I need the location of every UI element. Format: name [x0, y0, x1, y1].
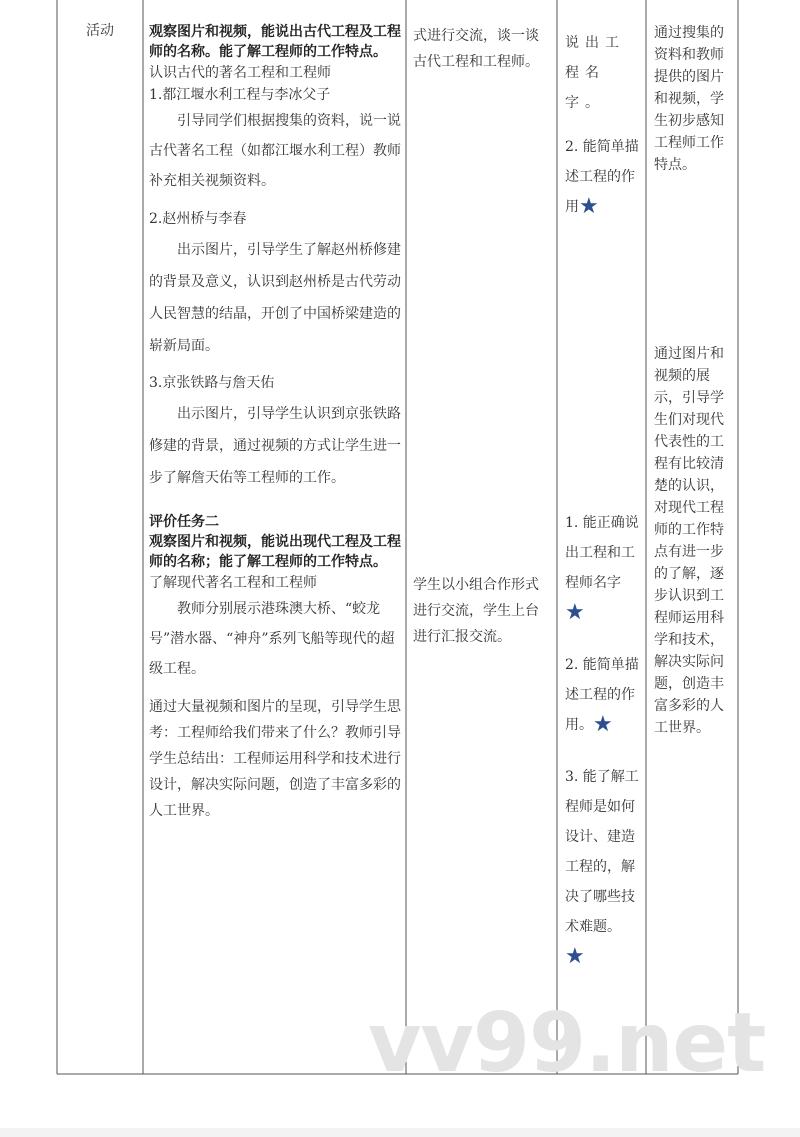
criteria-b3: 3. 能了解工程师是如何设计、建造工程的，解决了哪些技术难题。: [565, 769, 639, 935]
star-icon: ★: [565, 600, 585, 625]
watermark: vv99.net: [368, 996, 766, 1091]
section-3-body: 出示图片，引导学生认识到京张铁路修建的背景，通过视频的方式让学生进一步了解詹天佑等工程师的工作。: [149, 406, 401, 486]
criteria-a1: 说出工程名字。: [565, 35, 625, 111]
criteria-b2: 2. 能简单描述工程的作用。: [565, 657, 639, 733]
section-2-body: 出示图片，引导学生了解赵州桥修建的背景及意义，认识到赵州桥是古代劳动人民智慧的结晶，开创了中国桥梁建造的崭新局面。: [149, 242, 401, 354]
modern-projects-body: 教师分别展示港珠澳大桥、“蛟龙号”潜水器、“神舟”系列飞船等现代的超级工程。: [149, 601, 395, 677]
intro-modern: 了解现代著名工程和工程师: [149, 575, 317, 591]
summary-body: 通过大量视频和图片的呈现，引导学生思考：工程师给我们带来了什么？教师引导学生总结出：工程师运用科学和技术进行设计，解决实际问题，创造了丰富多彩的人工世界。: [149, 699, 401, 819]
section-1-body: 引导同学们根据搜集的资料，说一说古代著名工程（如都江堰水利工程）教师补充相关视频资料。: [149, 113, 401, 189]
objective-heading-1: 观察图片和视频，能说出古代工程及工程师的名称。能了解工程师的工作特点。: [149, 24, 401, 60]
star-icon: ★: [579, 194, 599, 219]
page-bottom-strip: [0, 1128, 800, 1137]
design-intent-ancient: 通过搜集的资料和教师提供的图片和视频，学生初步感知工程师工作特点。: [654, 25, 724, 173]
task-2-title: 评价任务二: [149, 514, 219, 530]
criteria-b1: 1. 能正确说出工程和工程师名字: [565, 515, 639, 591]
star-icon: ★: [593, 712, 613, 737]
intro-ancient: 认识古代的著名工程和工程师: [149, 65, 331, 81]
design-intent: [654, 22, 732, 739]
activity-label: 活动: [86, 23, 114, 39]
criteria-a2: 2. 能简单描述工程的作用: [565, 139, 639, 215]
student-activity: [413, 23, 551, 650]
section-3-title: 3.京张铁路与詹天佑: [149, 375, 275, 391]
objective-heading-2: 观察图片和视频，能说出现代工程及工程师的名称；能了解工程师的工作特点。: [149, 534, 401, 570]
evaluation-criteria: [565, 28, 639, 972]
student-activity-modern: 学生以小组合作形式进行交流，学生上台进行汇报交流。: [413, 577, 539, 645]
activity-content: [149, 22, 401, 824]
star-icon: ★: [565, 944, 585, 969]
student-activity-ancient: 式进行交流，谈一谈古代工程和工程师。: [413, 28, 539, 70]
design-intent-modern: 通过图片和视频的展示，引导学生们对现代代表性的工程有比较清楚的认识，对现代工程师的工作特点有进一步的了解，逐步认识到工程师运用科学和技术，解决实际问题，创造丰富多彩的人工世界。: [654, 346, 724, 736]
section-2-title: 2.赵州桥与李春: [149, 211, 247, 227]
section-1-title: 1.都江堰水利工程与李冰父子: [149, 87, 331, 103]
